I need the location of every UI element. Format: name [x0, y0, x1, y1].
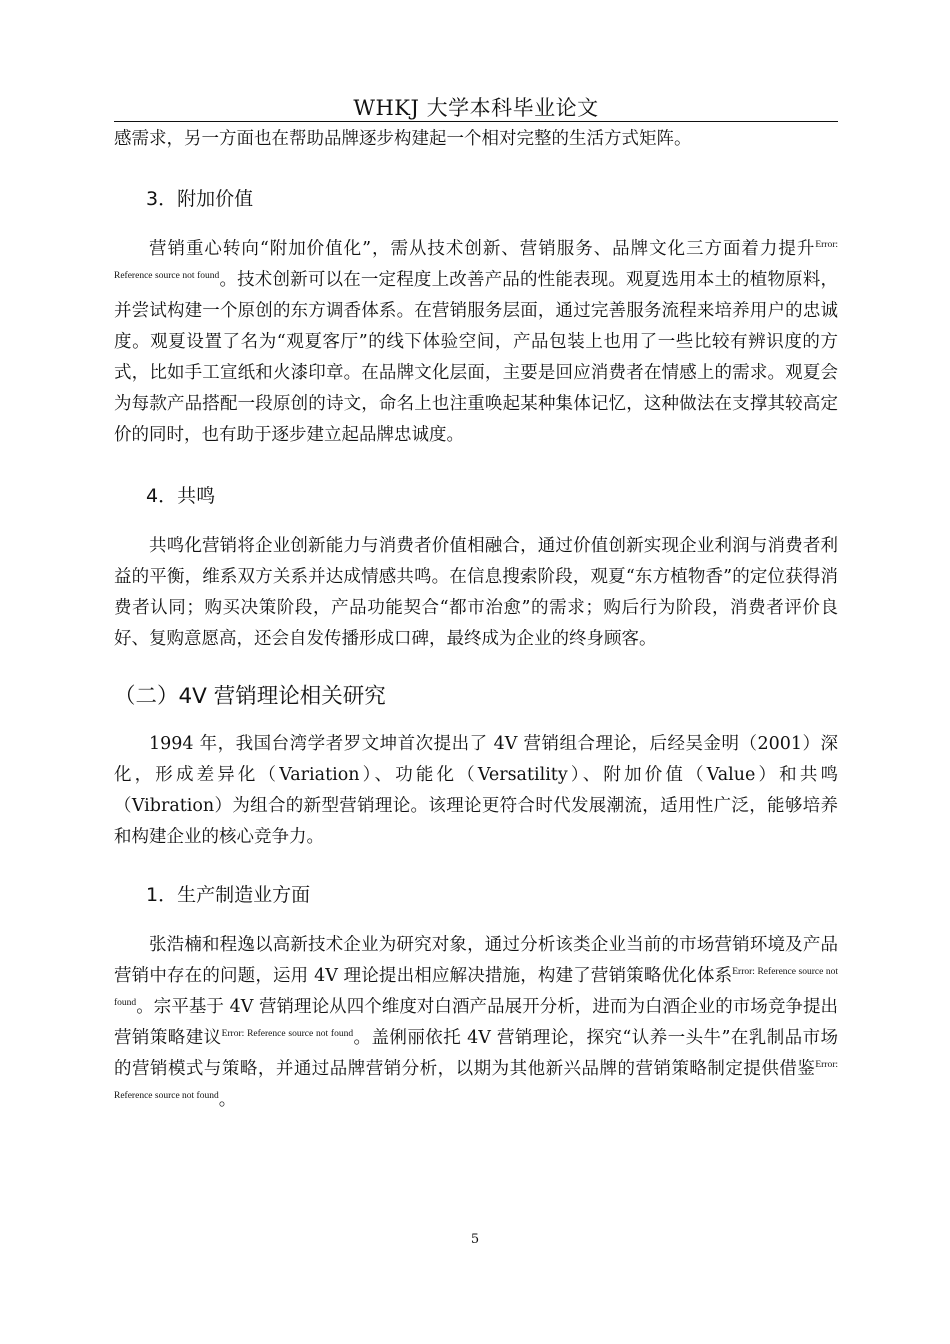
paragraph-manufacturing: [114, 930, 838, 1116]
paragraph-added-value: [114, 234, 838, 451]
header-rule: [114, 121, 838, 122]
paragraph-resonance: 共鸣化营销将企业创新能力与消费者价值相融合，通过价值创新实现企业利润与消费者利益的平衡，维系双方关系并达成情感共鸣。在信息搜索阶段，观夏“东方植物香”的定位获得消费者认同；购买决策阶段，产品功能契合“都市治愈”的需求；购后行为阶段，消费者评价良好、复购意愿高，还会自发传播形成口碑，最终成为企业的终身顾客。: [114, 536, 838, 649]
heading-manufacturing: 1．生产制造业方面: [146, 884, 311, 906]
paragraph-text: 。宗平基于 4V 营销理论从四个维度对白酒产品展开分析，进而为白酒企业的市场竞争提出营销策略建议: [114, 997, 838, 1048]
citation-error: Error: Reference source not found: [114, 967, 838, 1008]
section-heading-4v: （二）4V 营销理论相关研究: [114, 684, 386, 709]
paragraph-text: 张浩楠和程逸以高新技术企业为研究对象，通过分析该类企业当前的市场营销环境及产品营销中存在的问题，运用 4V 理论提出相应解决措施，构建了营销策略优化体系: [114, 935, 838, 986]
paragraph-4v-theory: 1994 年，我国台湾学者罗文坤首次提出了 4V 营销组合理论，后经吴金明（2001）深化，形成差异化（Variation）、功能化（Versatility）、附加价值（Value）和共鸣（Vibration）为组合的新型营销理论。该理论更符合时代发展潮流，适用性广泛，能够培养和构建企业的核心竞争力。: [114, 734, 838, 847]
page-number: 5: [470, 1232, 480, 1247]
heading-resonance: 4．共鸣: [146, 485, 216, 507]
paragraph-text: 。盖俐丽依托 4V 营销理论，探究“认养一头牛”在乳制品市场的营销模式与策略，并通过品牌营销分析，以期为其他新兴品牌的营销策略制定提供借鉴: [114, 1028, 838, 1079]
citation-error: Error: Reference source not found: [221, 1029, 354, 1039]
page-body: [114, 124, 838, 1116]
citation-error: Error: Reference source not found: [114, 1060, 838, 1101]
paragraph-text: 营销重心转向“附加价值化”，需从技术创新、营销服务、品牌文化三方面着力提升: [149, 239, 816, 259]
heading-added-value: 3．附加价值: [146, 188, 254, 210]
paragraph-text: 。: [218, 1090, 237, 1110]
running-header: WHKJ 大学本科毕业论文: [353, 96, 599, 120]
paragraph-text: 。技术创新可以在一定程度上改善产品的性能表现。观夏选用本土的植物原料，并尝试构建一个原创的东方调香体系。在营销服务层面，通过完善服务流程来培养用户的忠诚度。观夏设置了名为“观夏客厅”的线下体验空间，产品包装上也用了一些比较有辨识度的方式，比如手工宣纸和火漆印章。在品牌文化层面，主要是回应消费者在情感上的需求。观夏会为每款产品搭配一段原创的诗文，命名上也注重唤起某种集体记忆，这种做法在支撑其较高定价的同时，也有助于逐步建立起品牌忠诚度。: [114, 270, 839, 445]
citation-error: Error: Reference source not found: [114, 240, 838, 281]
paragraph-continued: 感需求，另一方面也在帮助品牌逐步构建起一个相对完整的生活方式矩阵。: [114, 129, 692, 149]
